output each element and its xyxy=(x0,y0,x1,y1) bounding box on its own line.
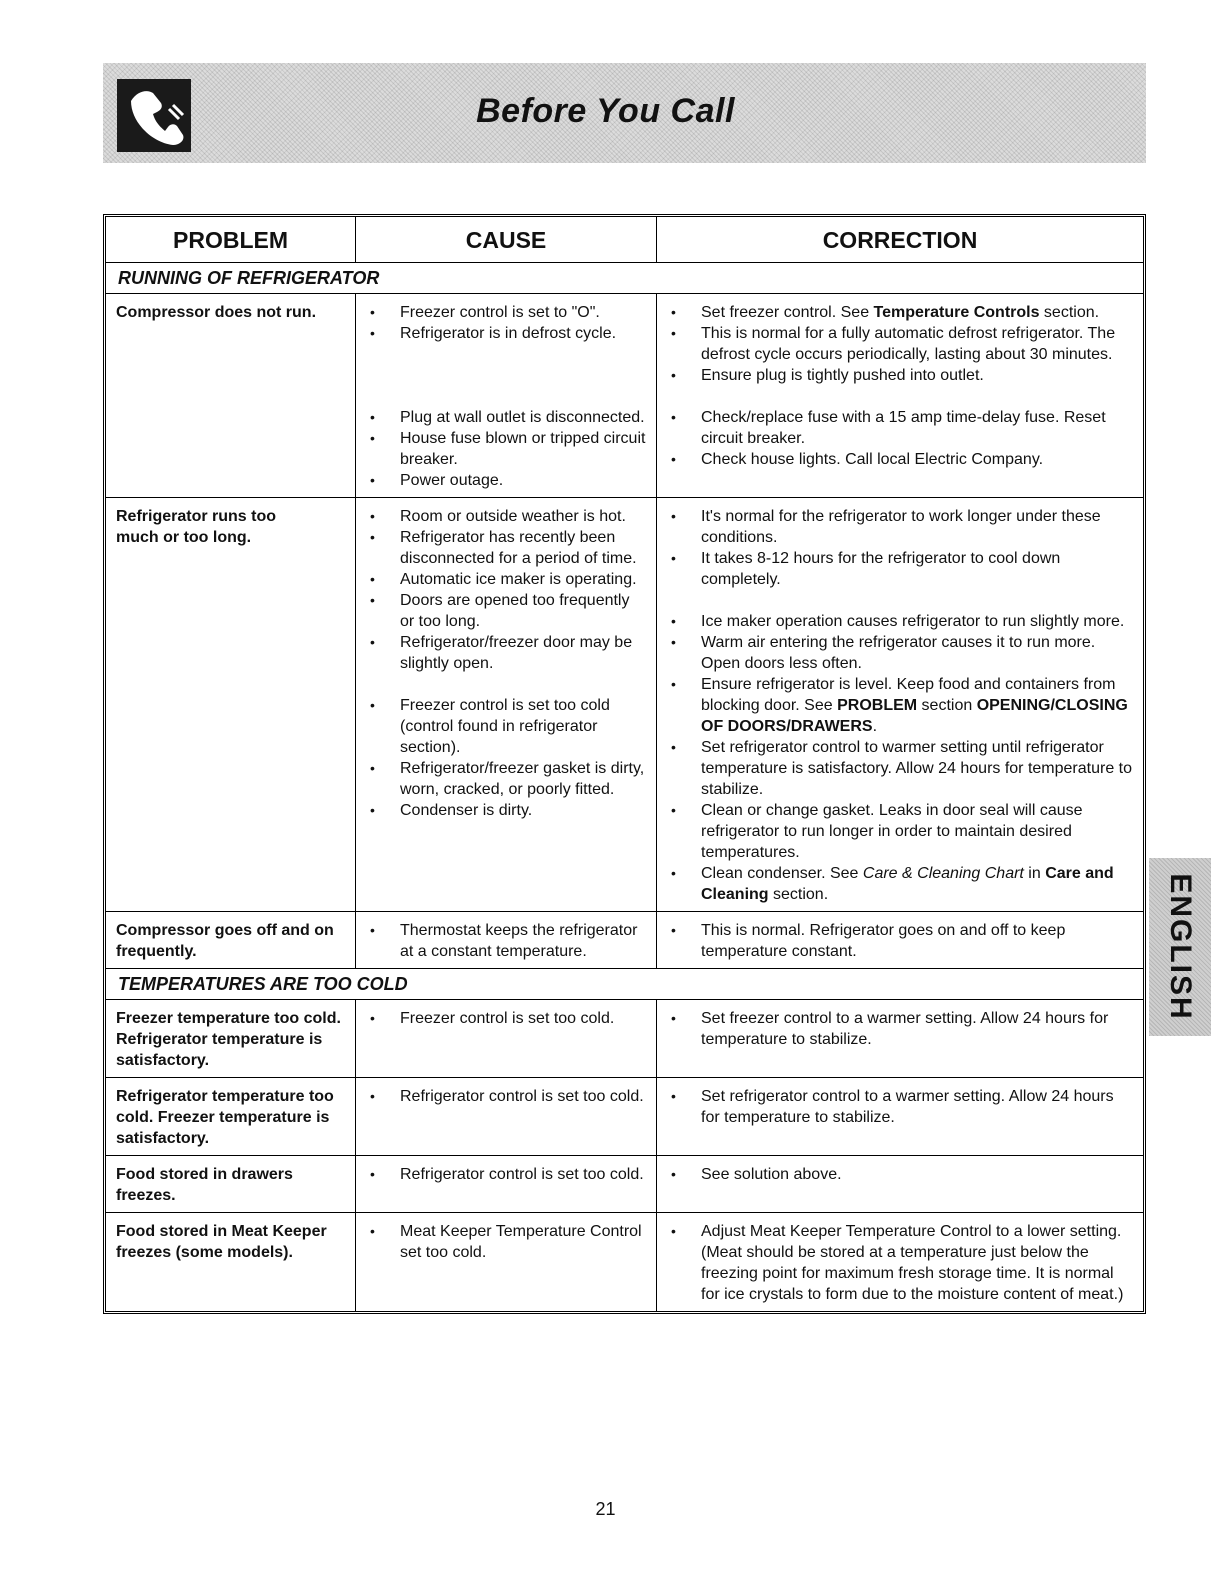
cause-item: • Automatic ice maker is operating. xyxy=(368,569,646,590)
table-row xyxy=(106,1212,1143,1311)
cause-item: • Refrigerator control is set too cold. xyxy=(368,1164,646,1185)
correction-cell xyxy=(657,498,1143,911)
cause-item: • Refrigerator is in defrost cycle. xyxy=(368,323,646,344)
problem-cell: Refrigerator runs too much or too long. xyxy=(106,498,356,911)
problem-cell: Food stored in drawers freezes. xyxy=(106,1156,356,1212)
cause-item: • House fuse blown or tripped circuit breaker. xyxy=(368,428,646,470)
cause-cell xyxy=(356,1078,657,1155)
cause-item: • Plug at wall outlet is disconnected. xyxy=(368,407,646,428)
table-row xyxy=(106,293,1143,497)
correction-item: • Set refrigerator control to a warmer setting. Allow 24 hours for temperature to stabilize. xyxy=(669,1086,1135,1128)
cause-item: • Freezer control is set too cold. xyxy=(368,1008,646,1029)
correction-item: • Set refrigerator control to warmer setting until refrigerator temperature is satisfactory. Allow 24 hours for temperature to stabilize. xyxy=(669,737,1135,800)
table-row xyxy=(106,1077,1143,1155)
cause-item: • Refrigerator/freezer gasket is dirty, worn, cracked, or poorly fitted. xyxy=(368,758,646,800)
table-row xyxy=(106,497,1143,911)
language-tab-label: ENGLISH xyxy=(1164,873,1197,1021)
table-header-row xyxy=(106,217,1143,262)
cause-item: • Meat Keeper Temperature Control set too cold. xyxy=(368,1221,646,1263)
correction-item: • It takes 8-12 hours for the refrigerator to cool down completely. xyxy=(669,548,1135,590)
correction-item: • It's normal for the refrigerator to work longer under these conditions. xyxy=(669,506,1135,548)
cause-item: • Room or outside weather is hot. xyxy=(368,506,646,527)
header-problem: PROBLEM xyxy=(106,217,356,262)
cause-cell xyxy=(356,498,657,911)
cause-item: • Power outage. xyxy=(368,470,646,491)
cause-item: • Condenser is dirty. xyxy=(368,800,646,821)
header-cause: CAUSE xyxy=(356,217,657,262)
correction-item: • This is normal. Refrigerator goes on and off to keep temperature constant. xyxy=(669,920,1135,962)
section-title: RUNNING OF REFRIGERATOR xyxy=(106,262,1143,293)
problem-cell: Compressor goes off and on frequently. xyxy=(106,912,356,968)
troubleshooting-table xyxy=(103,214,1146,1314)
cause-cell xyxy=(356,912,657,968)
cause-item: • Thermostat keeps the refrigerator at a constant temperature. xyxy=(368,920,646,962)
problem-cell: Compressor does not run. xyxy=(106,294,356,497)
correction-cell xyxy=(657,294,1143,497)
cause-item: • Freezer control is set too cold (control found in refrigerator section). xyxy=(368,695,646,758)
page-title: Before You Call xyxy=(476,92,735,130)
correction-item: • Ensure refrigerator is level. Keep food and containers from blocking door. See PROBLEM section OPENING/CLOSING OF DOORS/DRAWERS. xyxy=(669,674,1135,737)
correction-item: • This is normal for a fully automatic defrost refrigerator. The defrost cycle occurs periodically, lasting about 30 minutes. xyxy=(669,323,1135,365)
correction-item: • Check house lights. Call local Electric Company. xyxy=(669,449,1135,470)
correction-item: • Set freezer control. See Temperature Controls section. xyxy=(669,302,1135,323)
correction-item: • See solution above. xyxy=(669,1164,1135,1185)
cause-item: • Freezer control is set to "O". xyxy=(368,302,646,323)
problem-cell: Refrigerator temperature too cold. Freezer temperature is satisfactory. xyxy=(106,1078,356,1155)
correction-item: • Clean or change gasket. Leaks in door seal will cause refrigerator to run longer in order to maintain desired temperatures. xyxy=(669,800,1135,863)
table-row xyxy=(106,1155,1143,1212)
correction-item: • Set freezer control to a warmer setting. Allow 24 hours for temperature to stabilize. xyxy=(669,1008,1135,1050)
table-row xyxy=(106,999,1143,1077)
correction-cell xyxy=(657,1213,1143,1311)
cause-item: • Refrigerator has recently been disconnected for a period of time. xyxy=(368,527,646,569)
correction-item: • Clean condenser. See Care & Cleaning Chart in Care and Cleaning section. xyxy=(669,863,1135,905)
problem-cell: Food stored in Meat Keeper freezes (some models). xyxy=(106,1213,356,1311)
page-number: 21 xyxy=(595,1499,616,1519)
problem-cell: Freezer temperature too cold. Refrigerator temperature is satisfactory. xyxy=(106,1000,356,1077)
correction-item: • Ensure plug is tightly pushed into outlet. xyxy=(669,365,1135,386)
section-title: TEMPERATURES ARE TOO COLD xyxy=(106,968,1143,999)
cause-item: • Refrigerator/freezer door may be slightly open. xyxy=(368,632,646,674)
header-correction: CORRECTION xyxy=(822,227,978,253)
cause-cell xyxy=(356,1156,657,1212)
cause-cell xyxy=(356,1000,657,1077)
correction-item: • Check/replace fuse with a 15 amp time-delay fuse. Reset circuit breaker. xyxy=(669,407,1135,449)
cause-cell xyxy=(356,294,657,497)
cause-item: • Refrigerator control is set too cold. xyxy=(368,1086,646,1107)
table-row xyxy=(106,911,1143,968)
correction-cell xyxy=(657,1000,1143,1077)
correction-item: • Warm air entering the refrigerator causes it to run more. Open doors less often. xyxy=(669,632,1135,674)
cause-cell xyxy=(356,1213,657,1311)
correction-item: • Ice maker operation causes refrigerator to run slightly more. xyxy=(669,611,1135,632)
correction-cell xyxy=(657,1078,1143,1155)
correction-cell xyxy=(657,1156,1143,1212)
correction-item: • Adjust Meat Keeper Temperature Control to a lower setting. (Meat should be stored at a temperature just below the freezing point for maximum fresh storage time. It is normal for ice crystals to form due to the moisture content of meat.) xyxy=(669,1221,1135,1305)
correction-cell xyxy=(657,912,1143,968)
cause-item: • Doors are opened too frequently or too long. xyxy=(368,590,646,632)
